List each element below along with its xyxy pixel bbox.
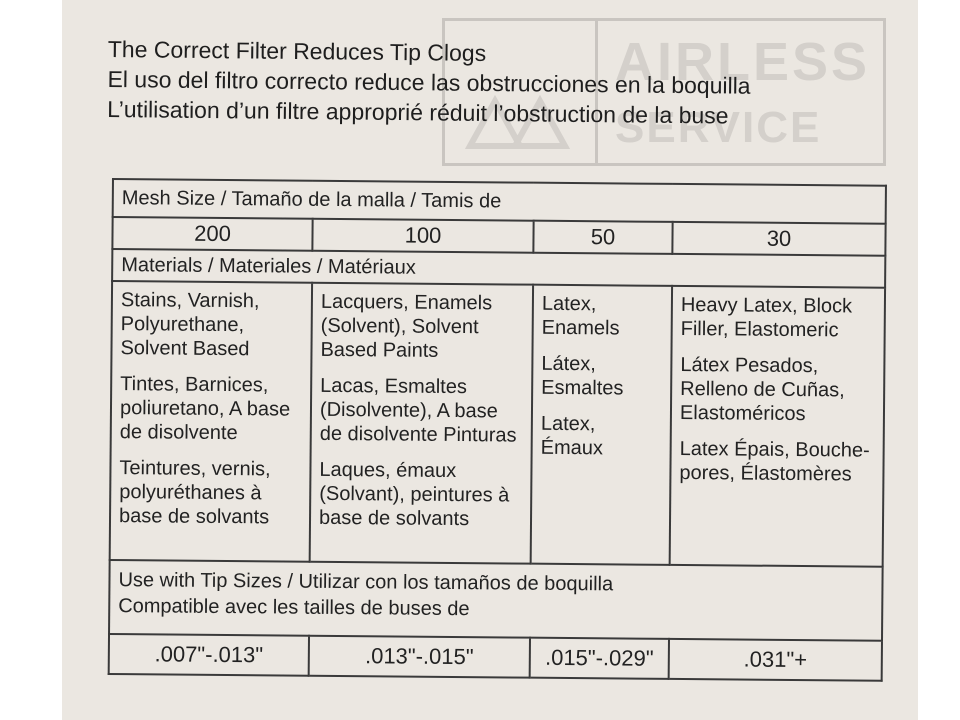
material-text-en: Heavy Latex, Block Filler, Elastomeric [680, 293, 853, 342]
material-text-es: Látex Pesados, Relleno de Cuñas, Elastoméricos [679, 353, 845, 426]
mesh-size-100: 100 [312, 219, 533, 253]
watermark-text-line2: SERVICE [615, 103, 822, 152]
materials-label: Materials / Materiales / Matériaux [112, 249, 885, 288]
heading-english: The Correct Filter Reduces Tip Clogs [107, 35, 487, 66]
materials-cell-50 [531, 285, 672, 565]
mesh-size-50: 50 [533, 221, 672, 254]
tip-size-50: .015"-.029" [530, 638, 669, 679]
material-text-es: Látex, Esmaltes [541, 352, 624, 400]
tip-size-200: .007"-.013" [109, 634, 309, 676]
filter-table [108, 178, 887, 682]
materials-cell-30 [670, 286, 885, 567]
material-text-fr: Teintures, vernis, polyuréthanes à base de solvants [118, 457, 271, 529]
heading-block [107, 34, 751, 131]
mesh-size-200: 200 [112, 217, 312, 251]
watermark-text-line1: AIRLESS [615, 32, 871, 92]
material-text-en: Lacquers, Enamels (Solvent), Solvent Based Paints [320, 290, 493, 362]
tip-size-30: .031"+ [669, 639, 882, 681]
tip-size-label-line1: Use with Tip Sizes / Utilizar con los tamaños de boquilla [118, 568, 614, 596]
mesh-size-label: Mesh Size / Tamaño de la malla / Tamis de [113, 179, 886, 224]
material-text-fr: Latex, Émaux [540, 412, 604, 460]
heading-french: L’utilisation d’un filtre approprié réduit l’obstruction de la buse [107, 95, 729, 129]
heading-spanish: El uso del filtro correcto reduce las obstrucciones en la boquilla [107, 65, 751, 99]
mesh-size-30: 30 [672, 222, 885, 256]
material-text-es: Tintes, Barnices, poliuretano, A base de disolvente [119, 373, 291, 445]
material-text-en: Latex, Enamels [541, 292, 620, 340]
tip-size-label-line2: Compatible avec les tailles de buses de [118, 594, 470, 620]
material-text-fr: Latex Épais, Bouche-pores, Élastomères [679, 437, 870, 486]
tip-size-label [109, 560, 883, 641]
material-text-fr: Laques, émaux (Solvant), peintures à base de solvants [318, 458, 510, 531]
material-text-es: Lacas, Esmaltes (Disolvente), A base de disolvente Pinturas [319, 374, 517, 447]
materials-cell-200 [110, 281, 312, 562]
tip-size-100: .013"-.015" [309, 636, 530, 678]
materials-cell-100 [310, 283, 533, 564]
material-text-en: Stains, Varnish, Polyurethane, Solvent Based [120, 289, 260, 361]
